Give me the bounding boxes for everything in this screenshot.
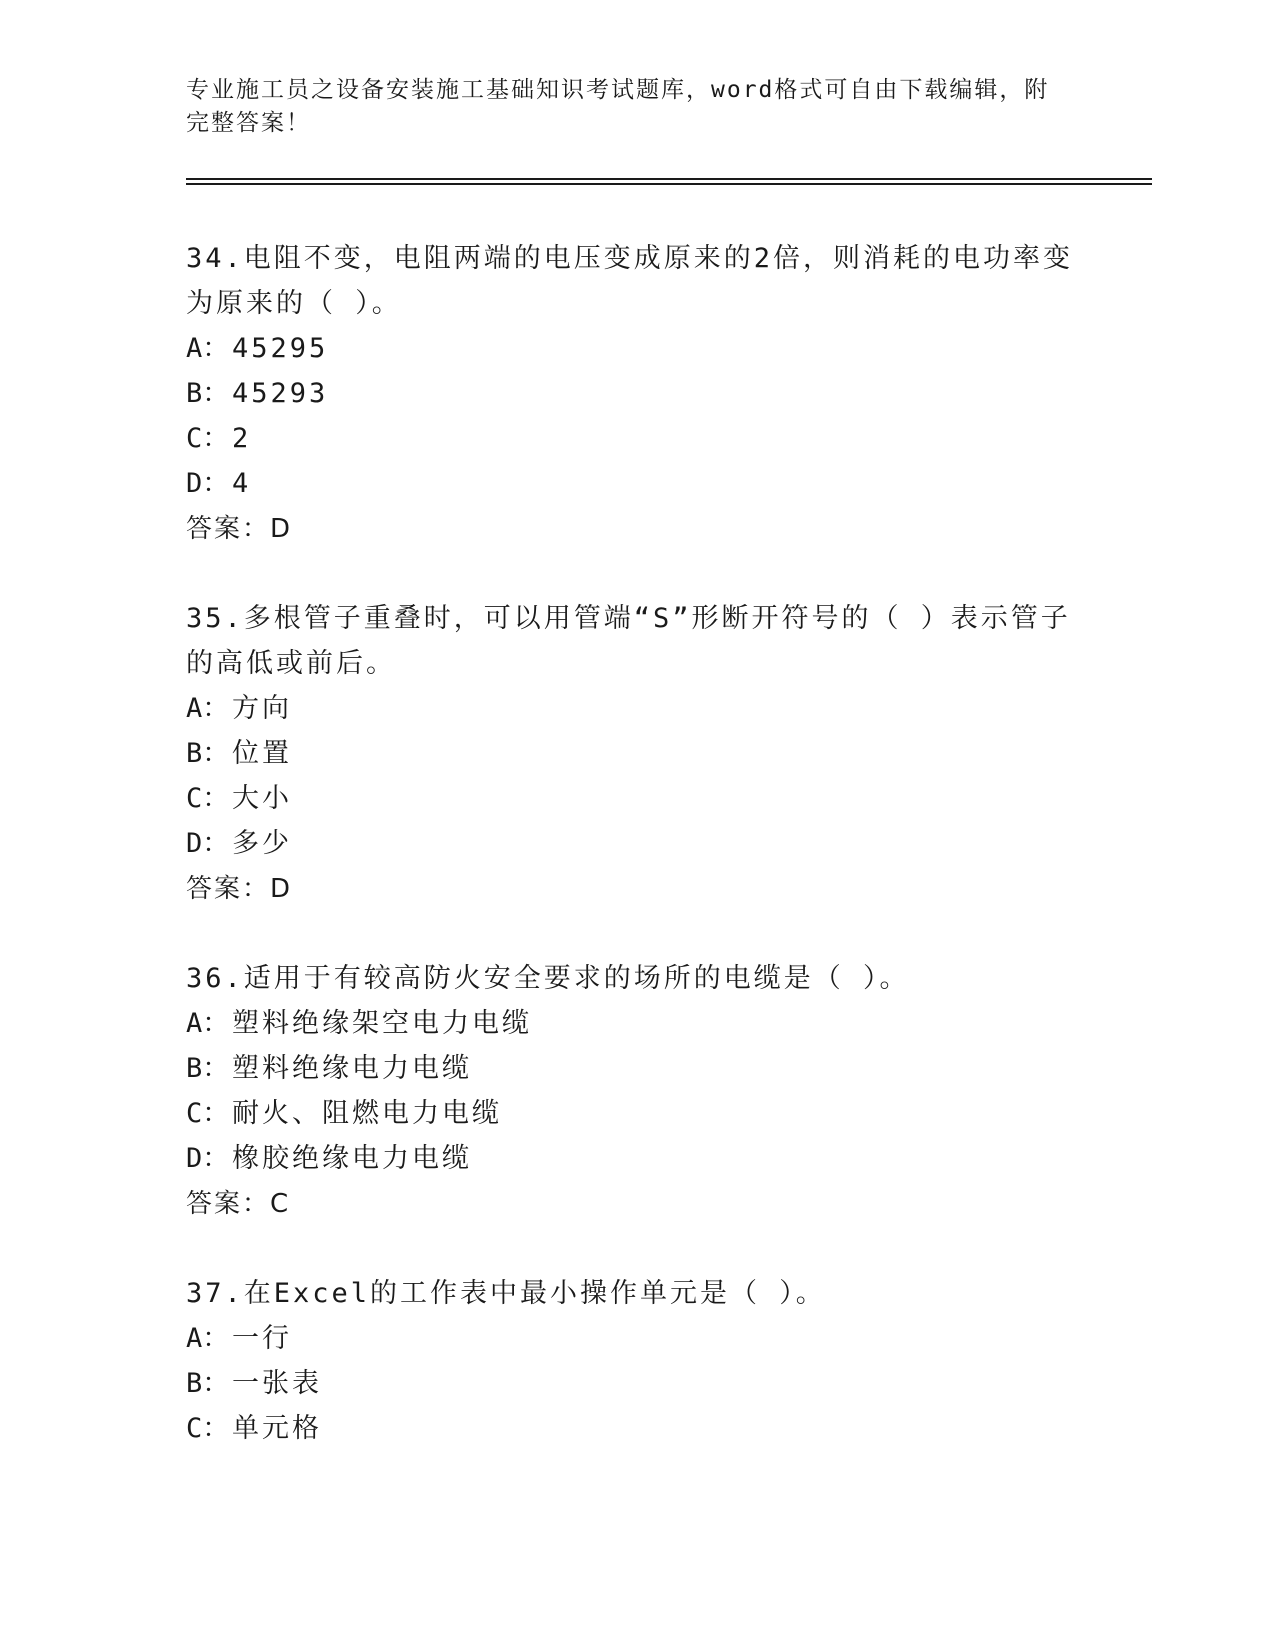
option-c bbox=[186, 416, 1086, 461]
option-b bbox=[186, 1046, 1086, 1091]
option-d bbox=[186, 821, 1086, 866]
option-key: A： bbox=[186, 333, 230, 364]
option-b bbox=[186, 1361, 1086, 1406]
option-key: C： bbox=[186, 1413, 230, 1444]
option-value: 45295 bbox=[232, 333, 329, 364]
option-c bbox=[186, 776, 1086, 821]
option-value: 45293 bbox=[232, 378, 329, 409]
option-value: 4 bbox=[232, 468, 252, 499]
option-value: 耐火、阻燃电力电缆 bbox=[232, 1098, 502, 1129]
option-b bbox=[186, 731, 1086, 776]
header-divider-bottom bbox=[186, 183, 1152, 185]
question-text: 35.多根管子重叠时，可以用管端“S”形断开符号的（ ）表示管子的高低或前后。 bbox=[186, 603, 1071, 679]
option-a bbox=[186, 1316, 1086, 1361]
answer-line: 答案：D bbox=[186, 514, 293, 544]
option-a bbox=[186, 326, 1086, 371]
option-value: 橡胶绝缘电力电缆 bbox=[232, 1143, 472, 1174]
option-a bbox=[186, 686, 1086, 731]
question-text: 36.适用于有较高防火安全要求的场所的电缆是（ ）。 bbox=[186, 963, 910, 994]
option-d bbox=[186, 461, 1086, 506]
question-34 bbox=[186, 236, 1086, 552]
option-value: 一行 bbox=[232, 1323, 292, 1354]
option-key: B： bbox=[186, 1053, 230, 1084]
option-key: A： bbox=[186, 1008, 230, 1039]
option-value: 2 bbox=[232, 423, 252, 454]
option-key: C： bbox=[186, 1098, 230, 1129]
question-list bbox=[186, 236, 1086, 1495]
option-value: 位置 bbox=[232, 738, 292, 769]
question-text: 34.电阻不变，电阻两端的电压变成原来的2倍，则消耗的电功率变为原来的（ ）。 bbox=[186, 243, 1074, 319]
option-value: 多少 bbox=[232, 828, 292, 859]
answer-line: 答案：C bbox=[186, 1189, 291, 1219]
option-key: B： bbox=[186, 738, 230, 769]
answer-line: 答案：D bbox=[186, 874, 293, 904]
option-b bbox=[186, 371, 1086, 416]
option-value: 塑料绝缘电力电缆 bbox=[232, 1053, 472, 1084]
question-36 bbox=[186, 956, 1086, 1227]
option-key: A： bbox=[186, 1323, 230, 1354]
option-c bbox=[186, 1406, 1086, 1451]
document-header: 专业施工员之设备安装施工基础知识考试题库，word格式可自由下载编辑，附完整答案！ bbox=[186, 77, 1050, 136]
question-text: 37.在Excel的工作表中最小操作单元是（ ）。 bbox=[186, 1278, 826, 1309]
option-key: B： bbox=[186, 378, 230, 409]
option-d bbox=[186, 1136, 1086, 1181]
option-value: 方向 bbox=[232, 693, 292, 724]
option-c bbox=[186, 1091, 1086, 1136]
option-value: 单元格 bbox=[232, 1413, 322, 1444]
option-value: 塑料绝缘架空电力电缆 bbox=[232, 1008, 532, 1039]
option-value: 一张表 bbox=[232, 1368, 322, 1399]
option-key: D： bbox=[186, 828, 230, 859]
option-key: A： bbox=[186, 693, 230, 724]
header-divider-top bbox=[186, 178, 1152, 180]
option-key: D： bbox=[186, 468, 230, 499]
option-key: B： bbox=[186, 1368, 230, 1399]
question-37 bbox=[186, 1271, 1086, 1451]
option-key: C： bbox=[186, 423, 230, 454]
option-value: 大小 bbox=[232, 783, 292, 814]
option-key: C： bbox=[186, 783, 230, 814]
option-key: D： bbox=[186, 1143, 230, 1174]
question-35 bbox=[186, 596, 1086, 912]
option-a bbox=[186, 1001, 1086, 1046]
